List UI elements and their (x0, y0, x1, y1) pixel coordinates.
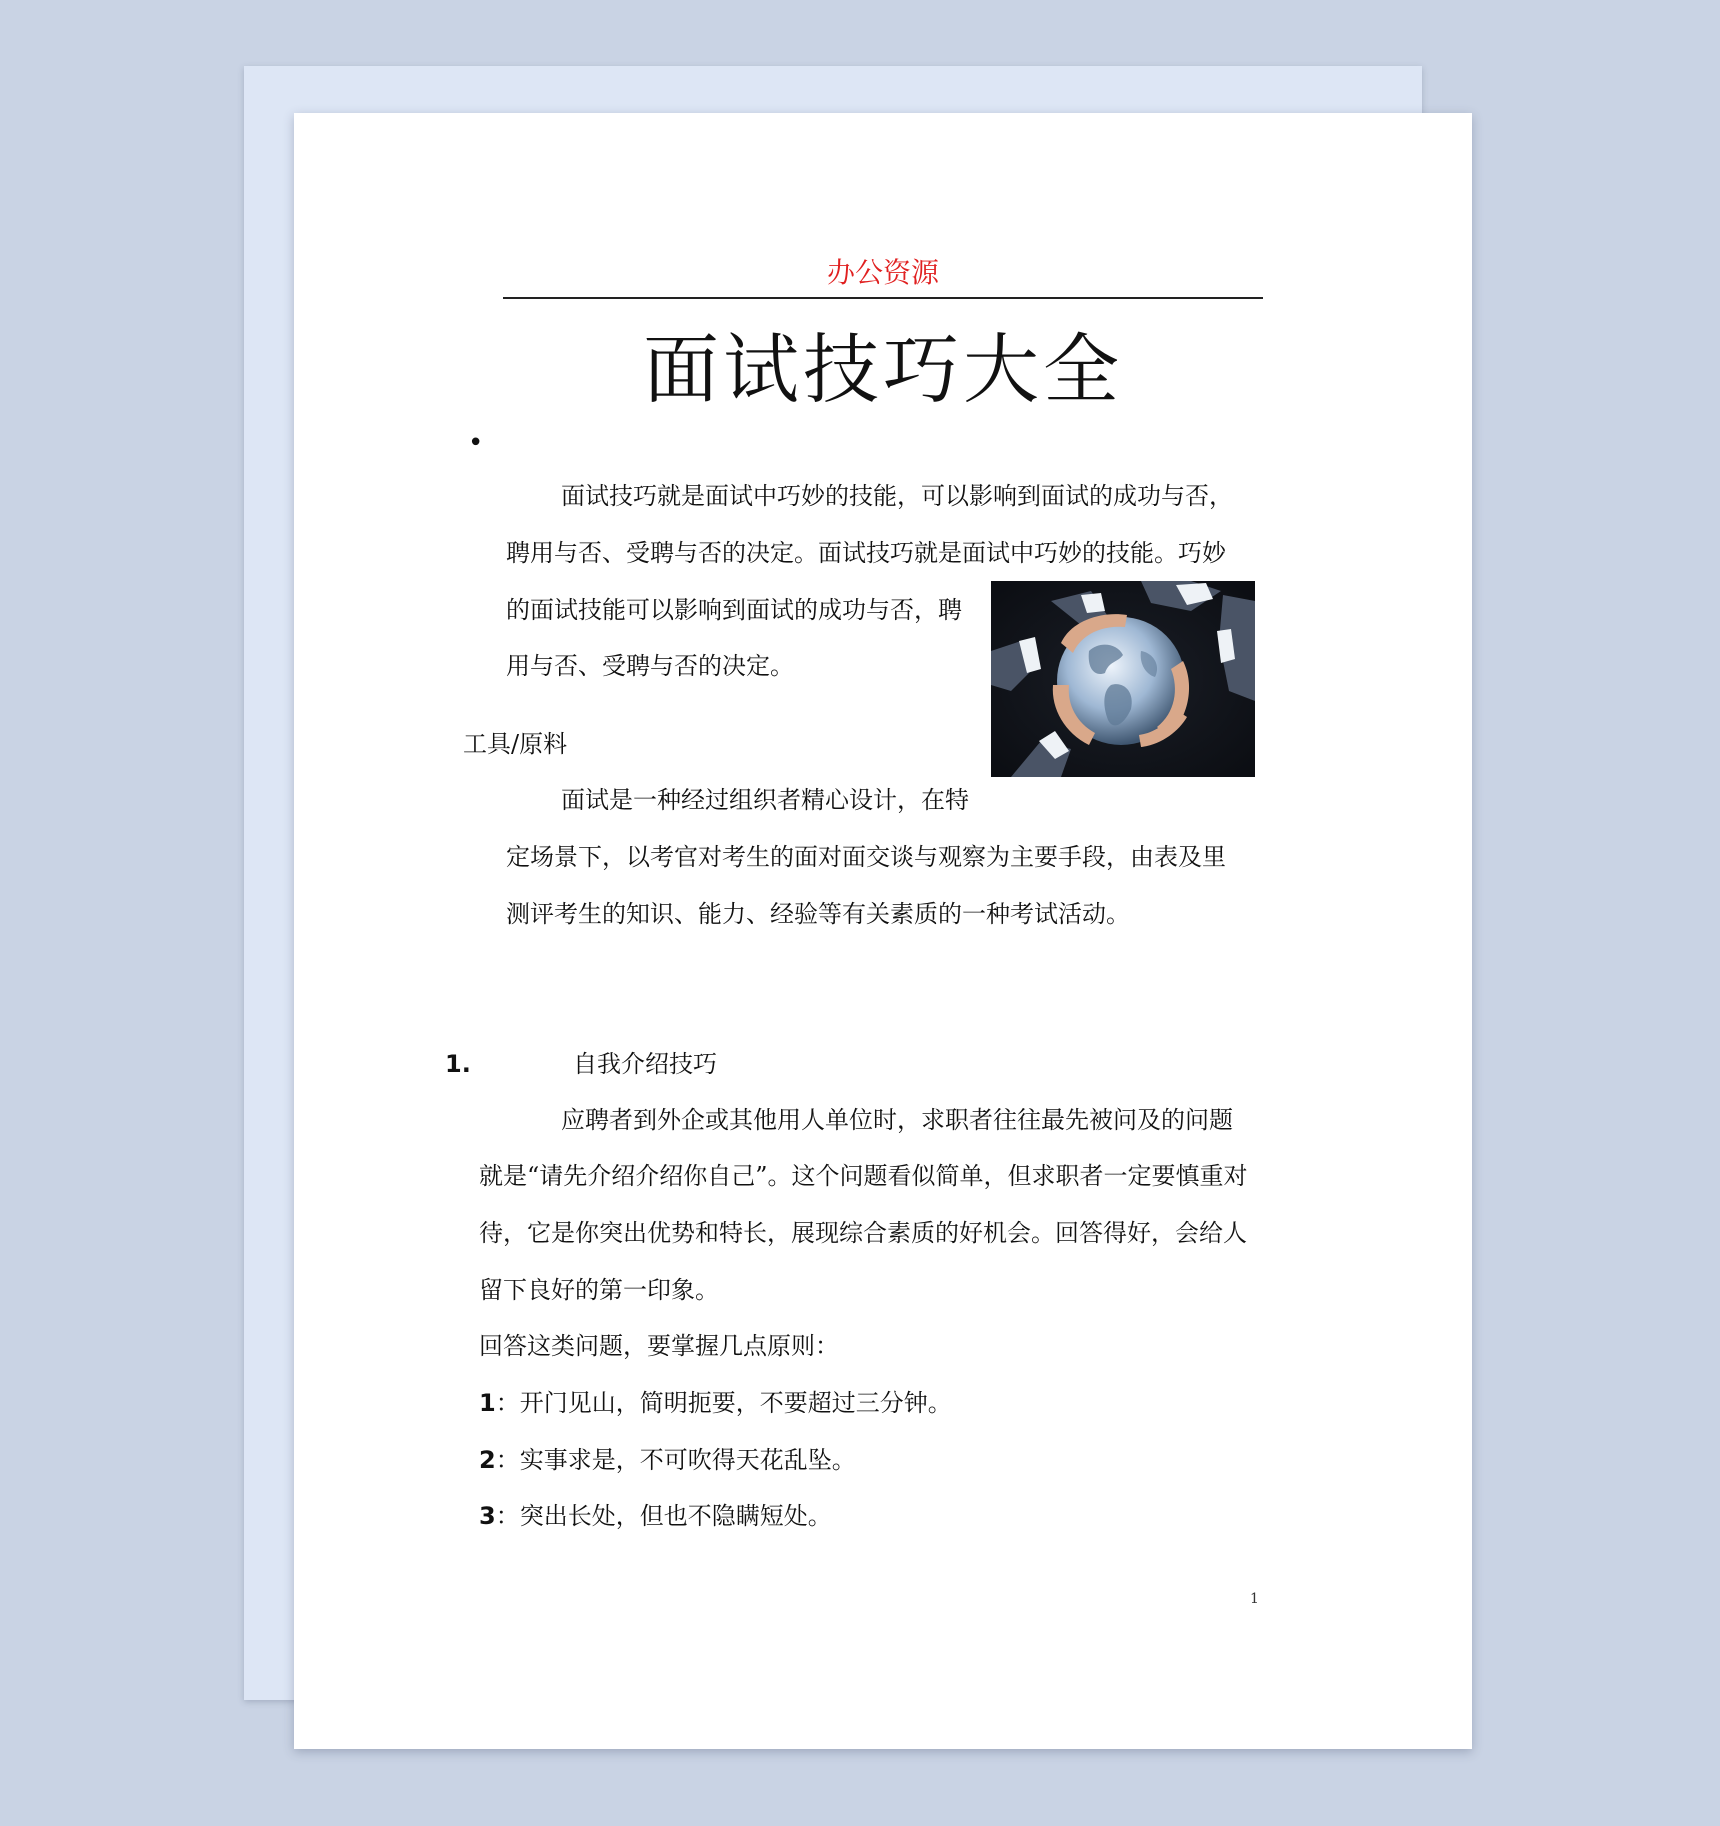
tools-line-1: 面试是一种经过组织者精心设计，在特 (561, 786, 969, 814)
tools-line-3: 测评考生的知识、能力、经验等有关素质的一种考试活动。 (506, 900, 1130, 928)
principle-number: 3 (479, 1502, 496, 1530)
section-line-3: 待，它是你突出优势和特长，展现综合素质的好机会。回答得好，会给人 (479, 1219, 1247, 1247)
section-line-2: 就是“请先介绍介绍你自己”。这个问题看似简单，但求职者一定要慎重对 (479, 1162, 1248, 1190)
intro-line-4: 用与否、受聘与否的决定。 (506, 652, 794, 680)
intro-line-2: 聘用与否、受聘与否的决定。面试技巧就是面试中巧妙的技能。巧妙 (506, 539, 1226, 567)
section-heading: 自我介绍技巧 (573, 1050, 717, 1078)
principle-number: 2 (479, 1446, 496, 1474)
globe-illustration (991, 581, 1255, 777)
tools-line-2: 定场景下，以考官对考生的面对面交谈与观察为主要手段，由表及里 (506, 843, 1226, 871)
intro-line-3: 的面试技能可以影响到面试的成功与否，聘 (506, 596, 962, 624)
principle-text: ：突出长处，但也不隐瞒短处。 (495, 1502, 832, 1530)
tools-heading: 工具/原料 (463, 730, 568, 758)
document-page (294, 113, 1472, 1749)
section-line-1: 应聘者到外企或其他用人单位时，求职者往往最先被问及的问题 (561, 1106, 1233, 1134)
principle-item-1 (479, 1388, 952, 1418)
principle-text: ：开门见山，简明扼要，不要超过三分钟。 (495, 1389, 952, 1417)
page-number: 1 (1250, 1591, 1259, 1607)
bullet-mark: • (468, 428, 484, 458)
principle-number: 1 (479, 1389, 496, 1417)
page-title: 面试技巧大全 (643, 325, 1123, 414)
section-line-5: 回答这类问题，要掌握几点原则： (479, 1332, 839, 1360)
header-text: 办公资源 (826, 256, 939, 289)
intro-line-1: 面试技巧就是面试中巧妙的技能，可以影响到面试的成功与否， (561, 482, 1233, 510)
principle-text: ：实事求是，不可吹得天花乱坠。 (495, 1446, 856, 1474)
header-rule (503, 297, 1263, 299)
principle-item-3 (479, 1501, 832, 1531)
section-line-4: 留下良好的第一印象。 (479, 1276, 719, 1304)
principle-item-2 (479, 1445, 856, 1475)
hands-around-globe-photo (991, 581, 1255, 777)
section-number: 1. (445, 1050, 471, 1078)
